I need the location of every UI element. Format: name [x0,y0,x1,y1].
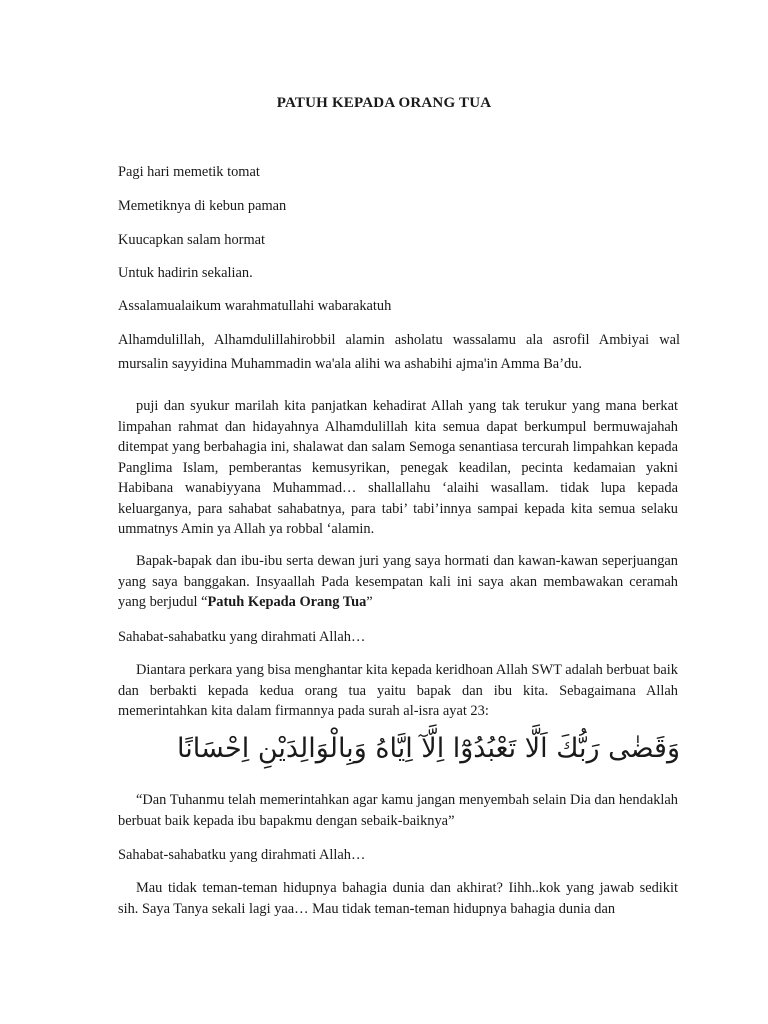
sahabat-line-1: Sahabat-sahabatku yang dirahmati Allah… [118,629,366,645]
sahabat-line-2: Sahabat-sahabatku yang dirahmati Allah… [118,847,366,863]
opening-paragraph [118,330,680,374]
paragraph-puji-syukur: puji dan syukur marilah kita panjatkan kehadirat Allah yang tak terukur yang mana berkat limpahan rahmat dan hidayahnya Alhamdulillah kita semua dapat berkumpul bermuwajahah ditempat yang berbahagia ini, shalawat dan salam Semoga senantiasa tercurah limpahkan kepada Panglima Islam, pemberantas kemusyrikan, penegak keadilan, pecinta kedamaian yakni Habibana wanabiyyana Muhammad… shallallahu ‘alaihi wasallam. tidak lupa kepada keluarganya, para sahabat sahabatnya, para tabi’ tabi’innya sampai kepada kita semua selaku ummatnys Amin ya Allah ya robbal ‘alamin. [118,398,678,537]
closing-quote: ” [366,594,373,610]
verse-translation: “Dan Tuhanmu telah memerintahkan agar kamu jangan menyembah selain Dia dan hendaklah berbuat baik kepada ibu bapakmu dengan sebaik-baiknya” [118,792,678,829]
paragraph-diantara: Diantara perkara yang bisa menghantar kita kepada keridhoan Allah SWT adalah berbuat baik dan berbakti kepada kedua orang tua yaitu bapak dan ibu kita. Sebagaimana Allah memerintahkan kita dalam firmannya pada surah al-isra ayat 23: [118,662,678,719]
pantun-line-3: Kuucapkan salam hormat [118,232,266,248]
pantun-line-2: Memetiknya di kebun paman [118,198,287,214]
opening-line-1: Alhamdulillah, Alhamdulillahirobbil alamin asholatu wassalamu ala asrofil Ambiyai wal [118,332,680,348]
opening-line-2: mursalin sayyidina Muhammadin wa'ala alihi wa ashabihi ajma'in Amma Ba’du. [118,355,582,372]
paragraph-mau-tidak: Mau tidak teman-teman hidupnya bahagia dunia dan akhirat? Iihh..kok yang jawab sedikit sih. Saya Tanya sekali lagi yaa… Mau tidak teman-teman hidupnya bahagia dunia dan [118,880,678,917]
pantun-line-4: Untuk hadirin sekalian. [118,265,253,281]
paragraph-pembukaan-judul [118,551,678,613]
quran-verse-arabic: وَقَضٰى رَبُّكَ اَلَّا تَعْبُدُوْٓا اِلَّآ اِيَّاهُ وَبِالْوَالِدَيْنِ اِحْسَانًا [176,733,680,764]
paragraph-pembukaan-text: Bapak-bapak dan ibu-ibu serta dewan juri yang saya hormati dan kawan-kawan seperjuangan yang saya banggakan. Insyaallah Pada kesempatan kali ini saya akan membawakan ceramah yang berjudul “ [118,553,678,610]
pantun-line-1: Pagi hari memetik tomat [118,164,260,180]
salam-line: Assalamualaikum warahmatullahi wabarakatuh [118,298,392,314]
ceramah-title: Patuh Kepada Orang Tua [207,594,367,610]
document-title: PATUH KEPADA ORANG TUA [276,95,492,111]
